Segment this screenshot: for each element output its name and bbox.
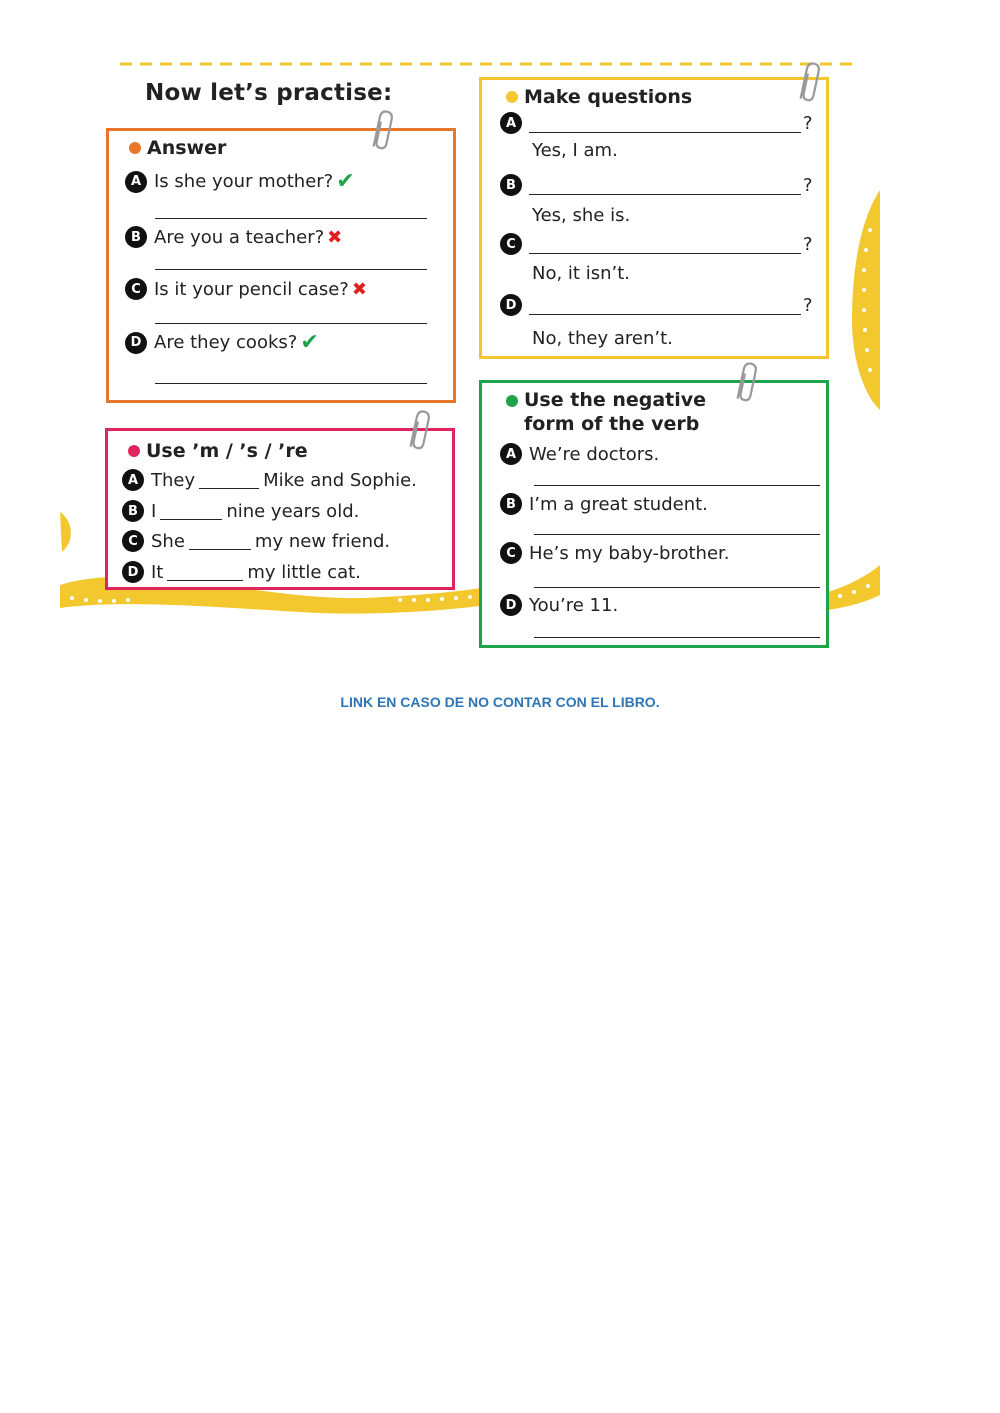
bullet-icon xyxy=(128,445,140,457)
answer-line-b[interactable] xyxy=(155,269,427,270)
make-questions-heading xyxy=(506,86,692,108)
letter-badge: B xyxy=(125,226,147,248)
answer-heading-text: Answer xyxy=(147,137,227,159)
letter-badge: A xyxy=(500,443,522,465)
sentence-start: They xyxy=(151,469,196,491)
answer-line-c[interactable] xyxy=(155,323,427,324)
make-questions-box xyxy=(479,77,829,359)
sentence-end: my little cat. xyxy=(247,561,361,583)
question-mark: ? xyxy=(803,294,813,316)
answer-item-b xyxy=(125,226,342,248)
question-line-a[interactable] xyxy=(529,114,801,133)
fill-blank-a[interactable] xyxy=(199,472,259,489)
sentence-end: nine years old. xyxy=(226,500,360,522)
page-title: Now let’s practise: xyxy=(145,80,393,106)
question-line-c[interactable] xyxy=(529,235,801,254)
letter-badge: A xyxy=(125,171,147,193)
paperclip-icon xyxy=(795,60,823,106)
sentence-end: my new friend. xyxy=(254,530,391,552)
negative-line-d[interactable] xyxy=(534,637,820,638)
negative-item-b xyxy=(500,493,708,515)
sentence-start: She xyxy=(151,530,185,552)
letter-badge: B xyxy=(122,500,144,522)
make-item-a xyxy=(500,112,813,134)
negative-heading-line1: Use the negative xyxy=(524,389,707,411)
answer-line-d[interactable] xyxy=(155,383,427,384)
negative-item-a xyxy=(500,443,659,465)
given-answer-d: No, they aren’t. xyxy=(532,328,673,349)
check-icon: ✔ xyxy=(300,330,319,355)
question-text: Are they cooks? xyxy=(154,332,298,353)
fill-blank-d[interactable] xyxy=(167,564,243,581)
letter-badge: B xyxy=(500,174,522,196)
make-item-d xyxy=(500,294,813,316)
bullet-icon xyxy=(506,91,518,103)
letter-badge: B xyxy=(500,493,522,515)
negative-heading-text xyxy=(524,388,706,436)
negative-item-d xyxy=(500,594,618,616)
question-mark: ? xyxy=(803,112,813,134)
given-answer-c: No, it isn’t. xyxy=(532,263,630,284)
question-mark: ? xyxy=(803,174,813,196)
negative-form-box xyxy=(479,380,829,648)
cross-icon: ✖ xyxy=(327,226,343,248)
check-icon: ✔ xyxy=(336,169,355,194)
use-item-d xyxy=(122,561,361,583)
book-link[interactable]: LINK EN CASO DE NO CONTAR CON EL LIBRO. xyxy=(340,694,660,710)
sentence-text: We’re doctors. xyxy=(529,443,660,465)
sentence-text: He’s my baby-brother. xyxy=(529,542,730,564)
negative-heading-line2: form of the verb xyxy=(524,413,700,435)
paperclip-icon xyxy=(732,360,760,406)
use-item-b xyxy=(122,500,359,522)
letter-badge: D xyxy=(500,594,522,616)
letter-badge: D xyxy=(125,332,147,354)
given-answer-a: Yes, I am. xyxy=(532,140,618,161)
sentence-end: Mike and Sophie. xyxy=(263,469,417,491)
question-text: Is she your mother? xyxy=(154,171,334,192)
bullet-icon xyxy=(506,395,518,407)
letter-badge: A xyxy=(122,469,144,491)
letter-badge: C xyxy=(500,542,522,564)
negative-line-a[interactable] xyxy=(534,485,820,486)
contractions-box xyxy=(105,428,455,590)
use-item-c xyxy=(122,530,390,552)
letter-badge: C xyxy=(122,530,144,552)
letter-badge: A xyxy=(500,112,522,134)
make-questions-heading-text: Make questions xyxy=(524,86,693,108)
paperclip-icon xyxy=(368,108,396,154)
sentence-text: I’m a great student. xyxy=(529,493,708,515)
fill-blank-c[interactable] xyxy=(189,533,251,550)
cross-icon: ✖ xyxy=(351,278,367,300)
answer-item-d xyxy=(125,330,319,355)
question-text: Are you a teacher? xyxy=(154,226,325,248)
paperclip-icon xyxy=(405,408,433,454)
use-item-a xyxy=(122,469,417,491)
sentence-text: You’re 11. xyxy=(529,594,619,616)
make-item-b xyxy=(500,174,813,196)
negative-item-c xyxy=(500,542,730,564)
fill-blank-b[interactable] xyxy=(160,503,222,520)
sentence-start: It xyxy=(151,561,164,583)
answer-line-a[interactable] xyxy=(155,218,427,219)
negative-line-c[interactable] xyxy=(534,587,820,588)
answer-heading xyxy=(129,137,226,159)
question-line-d[interactable] xyxy=(529,296,801,315)
answer-box xyxy=(106,128,456,403)
letter-badge: D xyxy=(122,561,144,583)
bullet-icon xyxy=(129,142,141,154)
negative-line-b[interactable] xyxy=(534,534,820,535)
letter-badge: C xyxy=(500,233,522,255)
answer-item-a xyxy=(125,169,355,194)
letter-badge: D xyxy=(500,294,522,316)
answer-item-c xyxy=(125,278,367,300)
make-item-c xyxy=(500,233,813,255)
question-text: Is it your pencil case? xyxy=(154,278,349,300)
letter-badge: C xyxy=(125,278,147,300)
negative-heading xyxy=(506,388,706,436)
contractions-heading-text: Use ’m / ’s / ’re xyxy=(146,440,308,462)
given-answer-b: Yes, she is. xyxy=(532,205,631,226)
sentence-start: I xyxy=(151,500,157,522)
question-mark: ? xyxy=(803,233,813,255)
contractions-heading xyxy=(128,440,308,462)
question-line-b[interactable] xyxy=(529,176,801,195)
